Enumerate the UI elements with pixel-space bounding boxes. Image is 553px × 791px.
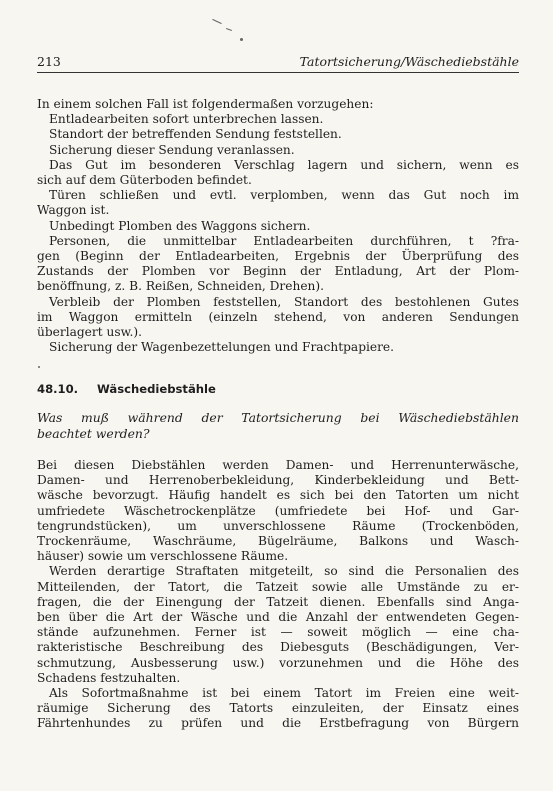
text-line: gen (Beginn der Entladearbeiten, Ergebnis der Überprüfung des xyxy=(37,249,519,264)
body-text xyxy=(37,458,519,732)
text-line: Türen schließen und evtl. verplomben, wenn das Gut noch im xyxy=(49,188,519,203)
page-header xyxy=(37,54,519,69)
text-line: Sicherung dieser Sendung veranlassen. xyxy=(49,142,295,157)
text-line: Entladearbeiten sofort unterbrechen lassen. xyxy=(49,112,324,127)
scan-speck xyxy=(38,366,40,368)
text-line: überlagert usw.). xyxy=(37,325,143,340)
text-line: Waggon ist. xyxy=(37,203,110,218)
section-heading xyxy=(37,382,519,396)
text-line: umfriedete Wäschetrockenplätze (umfriedete bei Hof- und Gar- xyxy=(37,503,519,518)
text-line: räumige Sicherung des Tatorts einzuleiten, der Einsatz eines xyxy=(37,701,519,716)
text-line: Personen, die unmittelbar Entladearbeiten durchführen, t ?fra- xyxy=(49,233,519,248)
text-line: sich auf dem Güterboden befindet. xyxy=(37,173,252,188)
text-line: Werden derartige Straftaten mitgeteilt, so sind die Personalien des xyxy=(49,564,519,579)
text-line: rakteristische Beschreibung des Diebesguts (Beschädigungen, Ver- xyxy=(37,640,519,655)
procedure-list xyxy=(37,97,519,355)
text-line: Damen- und Herrenoberbekleidung, Kinderbekleidung und Bett- xyxy=(37,473,519,488)
question-line: Was muß während der Tatortsicherung bei Wäschediebstählen xyxy=(37,410,519,425)
text-line: Standort der betreffenden Sendung feststellen. xyxy=(49,127,342,142)
text-line: Sicherung der Wagenbezettelungen und Frachtpapiere. xyxy=(49,340,395,355)
text-line: In einem solchen Fall ist folgendermaßen vorzugehen: xyxy=(37,97,374,111)
text-line: Als Sofortmaßnahme ist bei einem Tatort im Freien eine weit- xyxy=(49,686,519,701)
running-title: Tatortsicherung/Wäschediebstähle xyxy=(299,54,519,69)
text-line: benöffnung, z. B. Reißen, Schneiden, Drehen). xyxy=(37,279,325,294)
text-line: Das Gut im besonderen Verschlag lagern und sichern, wenn es xyxy=(49,157,519,172)
text-line: Unbedingt Plomben des Waggons sichern. xyxy=(49,218,311,233)
section-number: 48.10. xyxy=(37,382,79,396)
text-line: fragen, die der Einengung der Tatzeit dienen. Ebenfalls sind Anga- xyxy=(37,594,519,609)
text-line: Fährtenhundes zu prüfen und die Erstbefragung von Bürgern xyxy=(37,716,519,731)
text-line: häuser) sowie um verschlossene Räume. xyxy=(37,549,289,564)
text-line: Trockenräume, Waschräume, Bügelräume, Balkons und Wasch- xyxy=(37,534,519,549)
scan-speck xyxy=(240,38,243,41)
text-line: stände aufzunehmen. Ferner ist — soweit möglich — eine cha- xyxy=(37,625,519,640)
scan-speck xyxy=(226,28,232,31)
question-line: beachtet werden? xyxy=(37,426,150,441)
scan-speck xyxy=(212,19,221,24)
text-line: schmutzung, Ausbesserung usw.) vorzunehmen und die Höhe des xyxy=(37,655,519,670)
text-line: Mitteilenden, der Tatort, die Tatzeit sowie alle Umstände zu er- xyxy=(37,579,519,594)
text-line: wäsche bevorzugt. Häufig handelt es sich bei den Tatorten um nicht xyxy=(37,488,519,503)
header-rule xyxy=(37,72,519,73)
text-line: tengrundstücken), um unverschlossene Räume (Trockenböden, xyxy=(37,518,519,533)
text-line: ben über die Art der Wäsche und die Anzahl der entwendeten Gegen- xyxy=(37,610,519,625)
text-line: Schadens festzuhalten. xyxy=(37,670,181,685)
text-line: Verbleib der Plomben feststellen, Standort des bestohlenen Gutes xyxy=(49,294,519,309)
section-title: Wäschediebstähle xyxy=(97,382,216,396)
text-line: Zustands der Plomben vor Beginn der Entladung, Art der Plom- xyxy=(37,264,519,279)
question xyxy=(37,410,519,442)
page-number: 213 xyxy=(37,54,61,69)
text-line: Bei diesen Diebstählen werden Damen- und Herrenunterwäsche, xyxy=(37,458,519,472)
text-line: im Waggon ermitteln (einzeln stehend, von anderen Sendungen xyxy=(37,309,519,324)
